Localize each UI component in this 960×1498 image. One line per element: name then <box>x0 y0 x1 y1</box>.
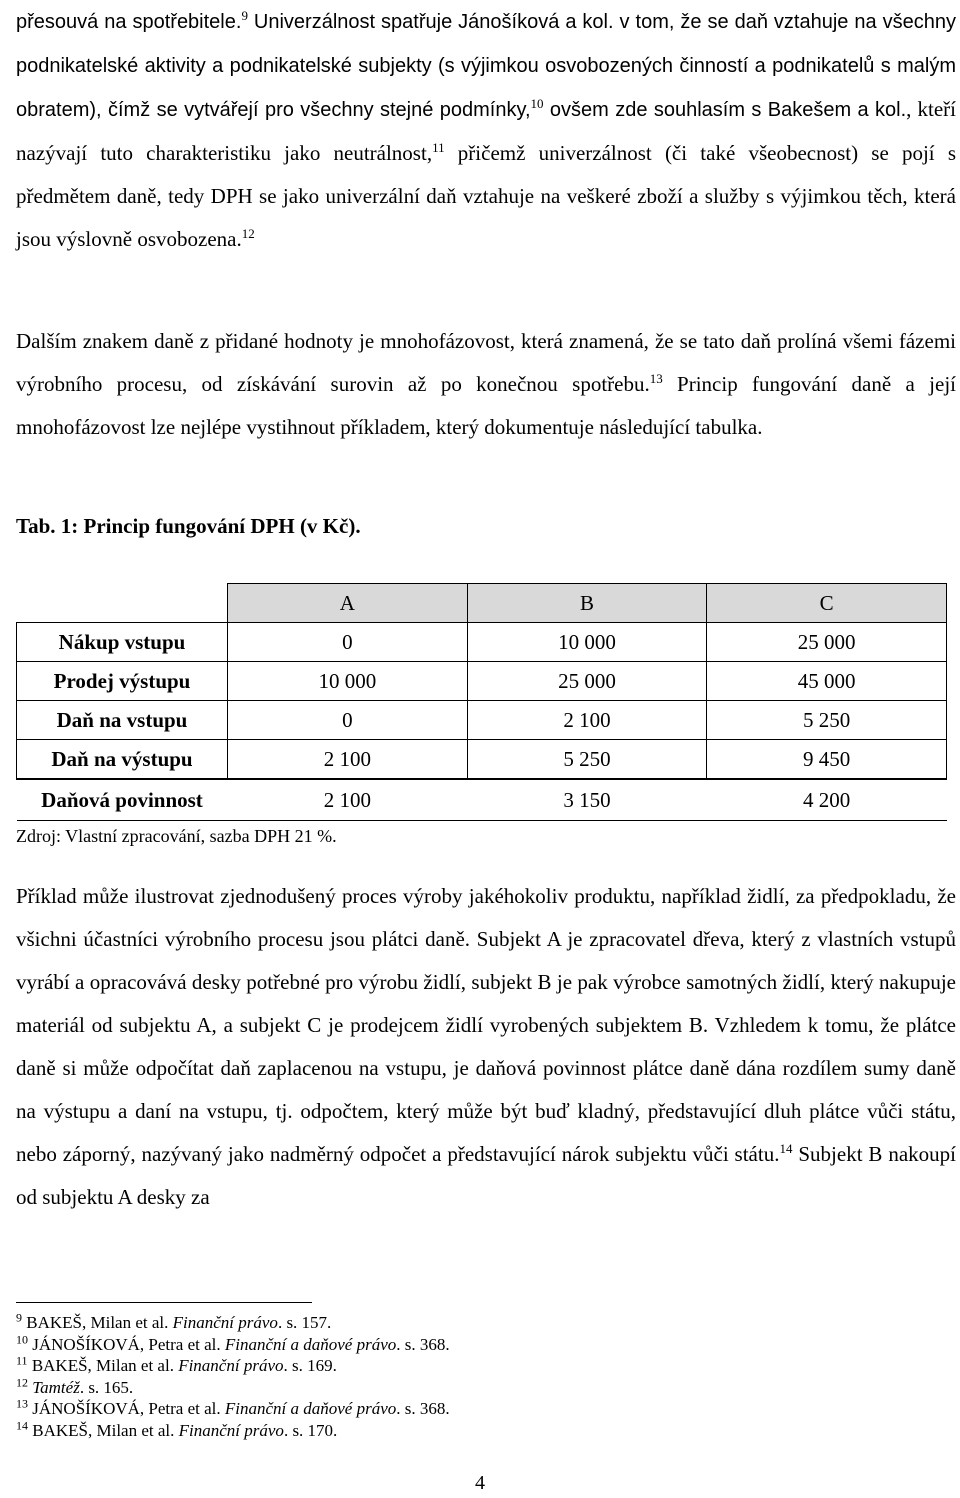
footnote-divider <box>16 1302 312 1303</box>
footnote-title: Finanční a daňové právo <box>224 1334 397 1354</box>
footnotes-list <box>16 1312 450 1441</box>
table-row <box>17 701 947 740</box>
footnote-ref: 14 <box>779 1141 793 1156</box>
table-header-cell: C <box>707 584 947 623</box>
table-cell: 3 150 <box>467 779 707 821</box>
footnote-title: Finanční právo <box>178 1420 284 1440</box>
footnote-title: Finanční a daňové právo <box>224 1399 397 1418</box>
footnote-number: 12 <box>16 1374 28 1389</box>
table-row <box>17 662 947 701</box>
table-cell: 10 000 <box>228 662 468 701</box>
table-caption: Tab. 1: Princip fungování DPH (v Kč). <box>16 514 361 538</box>
table-source: Zdroj: Vlastní zpracování, sazba DPH 21 %. <box>16 826 337 846</box>
table-cell: 0 <box>228 701 468 740</box>
paragraph-text: Princip fungování daně a její mnohofázovost lze nejlépe vystihnout příkladem, který dokumentuje následující tabulka. <box>16 372 956 439</box>
footnote-ref: 11 <box>432 140 445 155</box>
footnote-rest: . s. 170. <box>283 1420 338 1440</box>
page-number: 4 <box>475 1472 485 1494</box>
row-label: Daň na vstupu <box>17 701 228 740</box>
table-cell: 10 000 <box>467 623 707 662</box>
paragraph-multistage <box>16 320 956 449</box>
footnote-ref: 10 <box>530 96 544 111</box>
vat-table <box>16 583 947 821</box>
footnote-title: Finanční právo <box>172 1313 278 1332</box>
footnote-rest: . s. 157. <box>277 1313 332 1332</box>
table-header-row <box>17 584 947 623</box>
footnote-rest: . s. 165. <box>79 1377 134 1397</box>
table-row <box>17 740 947 780</box>
paragraph-example <box>16 875 956 1219</box>
table-cell: 9 450 <box>707 740 947 780</box>
table-cell: 25 000 <box>467 662 707 701</box>
footnote <box>16 1398 450 1420</box>
paragraph-text: Příklad může ilustrovat zjednodušený proces výroby jakéhokoliv produktu, například židlí, za předpokladu, že všichni účastníci výrobního procesu jsou plátci daně. Subjekt A je zpracovatel dřeva, který z vlastních vstupů vyrábí a opracovává desky potřebné pro výrobu židlí, subjekt B je pak výrobce samotných židlí, který nakupuje materiál od subjektu A, a subjekt C je prodejcem židlí vyrobených subjektem B. Vzhledem k tomu, že plátce daně si může odpočítat daň zaplacenou na vstupu, je daňová povinnost plátce daně dána rozdílem sumy daně na výstupu a daní na vstupu, tj. odpočtem, který může být buď kladný, představující dluh plátce vůči státu, nebo záporný, nazývaný jako nadměrný odpočet a představující nárok subjektu vůči státu. <box>16 884 956 1166</box>
table-cell: 4 200 <box>707 779 947 821</box>
footnote <box>16 1312 450 1334</box>
footnote-ref: 13 <box>649 371 663 386</box>
paragraph-text: ovšem zde souhlasím s Bakešem a kol. <box>543 99 907 121</box>
footnote <box>16 1355 450 1377</box>
footnote-title: Tamtéž <box>32 1377 80 1397</box>
footnote-rest: . s. 368. <box>396 1399 450 1418</box>
footnote-number: 11 <box>16 1353 28 1368</box>
row-label: Nákup vstupu <box>17 623 228 662</box>
footnote-number: 14 <box>16 1417 28 1432</box>
footnote-number: 10 <box>16 1331 28 1346</box>
footnote-author: BAKEŠ, Milan et al. <box>31 1356 179 1375</box>
table-header-cell <box>17 584 228 623</box>
table-header-cell: A <box>228 584 468 623</box>
paragraph-text: Univerzálnost spatřuje Jánošíková a kol. v tom, že se daň vztahuje na všechny podnikatelské aktivity a podnikatelské subjekty (s výjimkou osvobozených činností a podnikatelů s malým obratem), čímž se vytvářejí pro všechny stejné podmínky, <box>16 11 956 121</box>
row-label: Daňová povinnost <box>17 779 228 821</box>
table-row <box>17 623 947 662</box>
footnote-title: Finanční právo <box>178 1356 284 1375</box>
table-header-cell: B <box>467 584 707 623</box>
footnote <box>16 1417 450 1442</box>
table-cell: 45 000 <box>707 662 947 701</box>
table-cell: 5 250 <box>707 701 947 740</box>
footnote-rest: . s. 169. <box>283 1356 337 1375</box>
table-total-row <box>17 779 947 821</box>
footnote <box>16 1331 450 1356</box>
row-label: Prodej výstupu <box>17 662 228 701</box>
row-label: Daň na výstupu <box>17 740 228 780</box>
table-cell: 2 100 <box>228 779 468 821</box>
table-cell: 2 100 <box>467 701 707 740</box>
paragraph-text: přičemž univerzálnost (či také všeobecnost) se pojí s předmětem daně, tedy DPH se jako univerzální daň vztahuje na veškeré zboží a služby s výjimkou těch, která jsou výslovně osvobozena. <box>16 141 957 251</box>
footnote-rest: . s. 368. <box>396 1334 450 1354</box>
table-cell: 25 000 <box>707 623 947 662</box>
footnote <box>16 1374 450 1399</box>
footnote-author: BAKEŠ, Milan et al. <box>32 1420 179 1440</box>
paragraph-universality <box>16 0 956 261</box>
footnote-number: 9 <box>16 1310 22 1325</box>
table-cell: 2 100 <box>228 740 468 780</box>
paragraph-text: přesouvá na spotřebitele. <box>16 11 242 33</box>
footnote-author: JÁNOŠÍKOVÁ, Petra et al. <box>32 1399 225 1418</box>
paragraph-text: Dalším znakem daně z přidané hodnoty je mnohofázovost, která znamená, že se tato daň prolíná všemi fázemi výrobního procesu, od získávání surovin až po konečnou spotřebu. <box>16 329 956 396</box>
table-cell: 0 <box>228 623 468 662</box>
footnote-ref: 12 <box>241 226 255 241</box>
footnote-number: 13 <box>16 1396 28 1411</box>
paragraph-text: , kteří nazývají tuto charakteristiku jako neutrálnost, <box>16 97 956 165</box>
table-cell: 5 250 <box>467 740 707 780</box>
paragraph-text: Subjekt B nakoupí od subjektu A desky za <box>16 1142 956 1209</box>
footnote-author: JÁNOŠÍKOVÁ, Petra et al. <box>32 1334 225 1354</box>
footnote-author: BAKEŠ, Milan et al. <box>26 1313 173 1332</box>
footnote-ref: 9 <box>241 8 248 23</box>
